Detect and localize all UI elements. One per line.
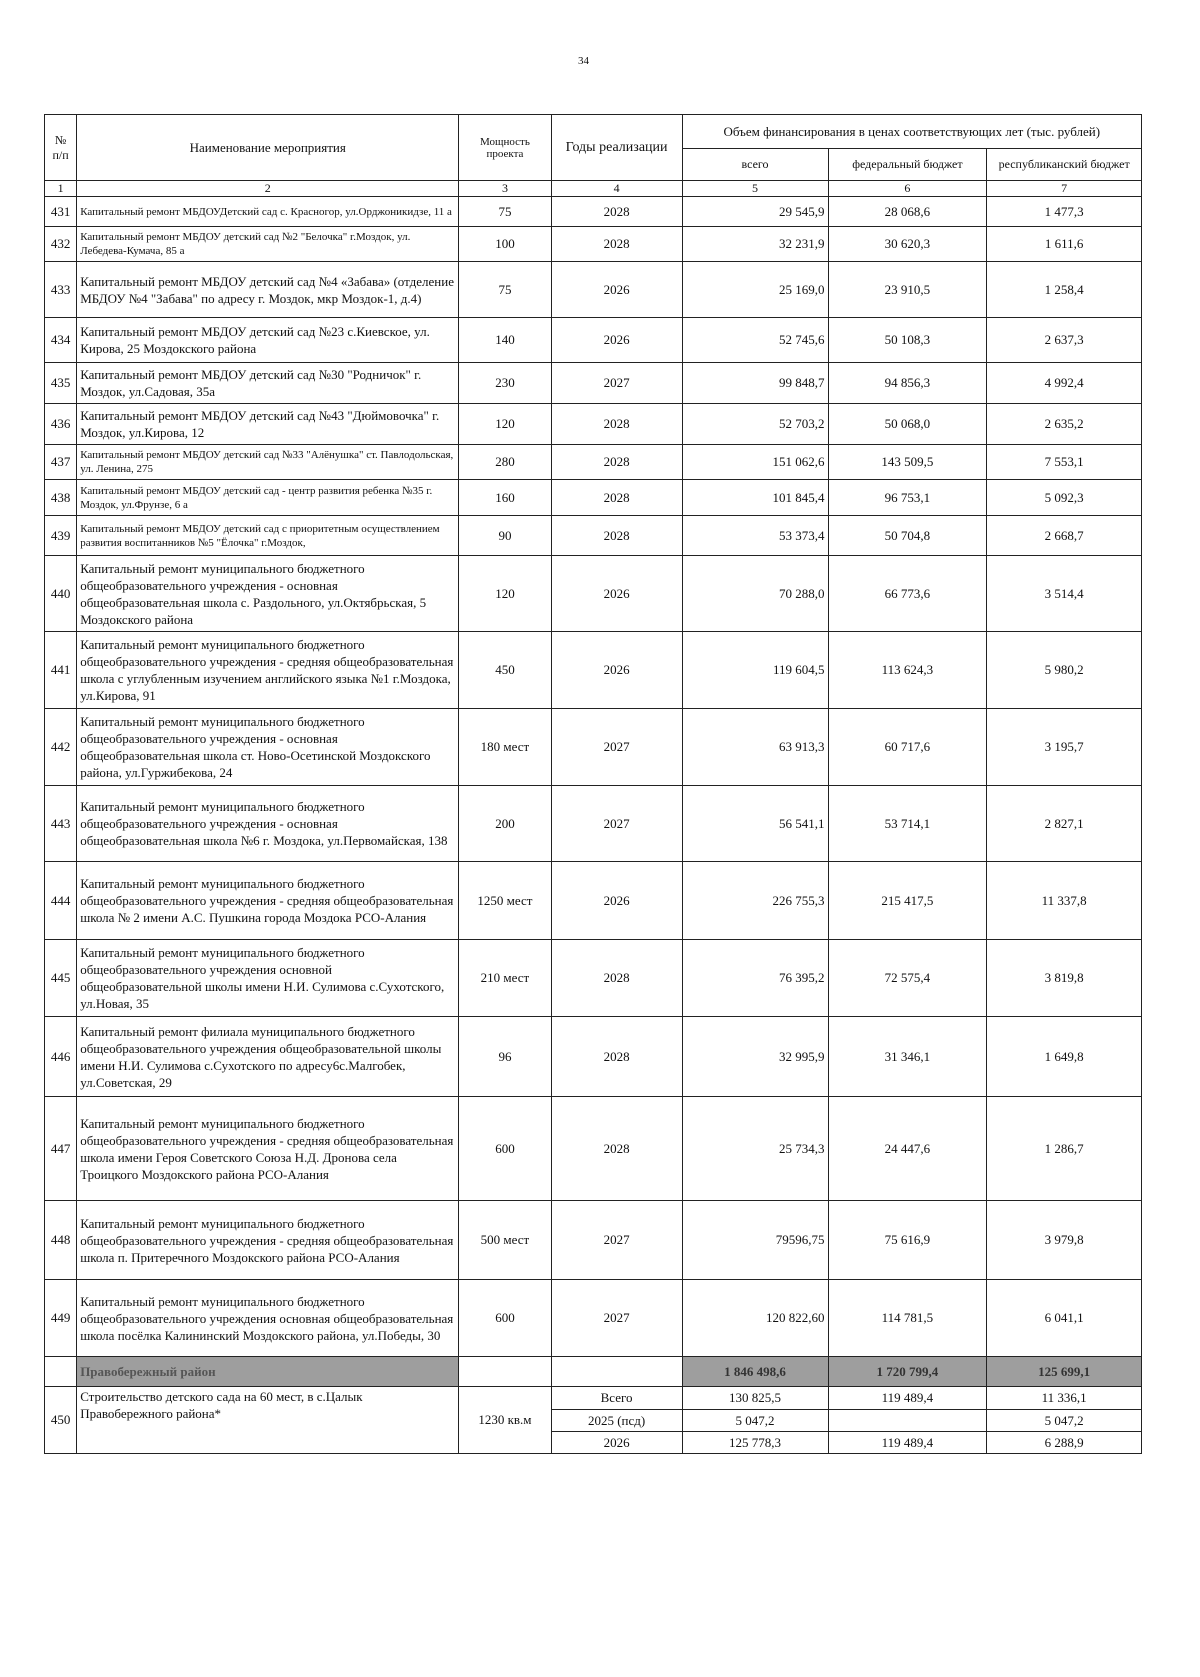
row-federal: 31 346,1 [828, 1017, 987, 1097]
row-capacity: 180 мест [459, 709, 551, 786]
row-republic: 6 041,1 [987, 1280, 1142, 1357]
row-republic: 11 336,1 [987, 1387, 1142, 1410]
table-row [45, 363, 1142, 404]
row-republic: 2 668,7 [987, 516, 1142, 556]
row-number: 448 [45, 1201, 77, 1280]
row-republic: 6 288,9 [987, 1432, 1142, 1454]
row-year: 2028 [551, 404, 682, 445]
row-republic: 3 195,7 [987, 709, 1142, 786]
row-year: 2026 [551, 1432, 682, 1454]
row-name: Капитальный ремонт МБДОУДетский сад с. Красногор, ул.Орджоникидзе, 11 а [77, 197, 459, 227]
header-republic: республиканский бюджет [987, 149, 1142, 181]
column-number: 2 [77, 181, 459, 197]
row-federal: 30 620,3 [828, 227, 987, 262]
row-federal: 215 417,5 [828, 862, 987, 940]
table-row [45, 318, 1142, 363]
row-capacity: 75 [459, 197, 551, 227]
row-total: 70 288,0 [682, 556, 828, 632]
table-row [45, 197, 1142, 227]
row-year: 2027 [551, 786, 682, 862]
row-name: Капитальный ремонт МБДОУ детский сад №43 "Дюймовочка" г. Моздок, ул.Кирова, 12 [77, 404, 459, 445]
row-name: Строительство детского сада на 60 мест, в с.Цалык Правобережного района* [77, 1387, 459, 1454]
row-number: 438 [45, 480, 77, 516]
row-federal: 143 509,5 [828, 445, 987, 480]
row-name: Капитальный ремонт МБДОУ детский сад №33 "Алёнушка" ст. Павлодольская, ул. Ленина, 275 [77, 445, 459, 480]
row-total: 52 745,6 [682, 318, 828, 363]
row-federal: 23 910,5 [828, 262, 987, 318]
row-total: 226 755,3 [682, 862, 828, 940]
header-name: Наименование мероприятия [77, 115, 459, 181]
column-number-row [45, 181, 1142, 197]
row-federal [828, 1410, 987, 1432]
row-year: 2028 [551, 940, 682, 1017]
row-name: Капитальный ремонт муниципального бюджетного общеобразовательного учреждения - основная общеобразовательная школа с. Раздольного, ул.Октябрьская, 5 Моздокского района [77, 556, 459, 632]
row-total: 29 545,9 [682, 197, 828, 227]
table-row [45, 1017, 1142, 1097]
row-republic: 7 553,1 [987, 445, 1142, 480]
row-federal: 119 489,4 [828, 1432, 987, 1454]
row-number: 442 [45, 709, 77, 786]
row-republic: 11 337,8 [987, 862, 1142, 940]
row-capacity: 160 [459, 480, 551, 516]
row-year: 2028 [551, 480, 682, 516]
row-total: 130 825,5 [682, 1387, 828, 1410]
row-total: 32 995,9 [682, 1017, 828, 1097]
row-capacity: 500 мест [459, 1201, 551, 1280]
row-federal: 119 489,4 [828, 1387, 987, 1410]
row-year: 2028 [551, 516, 682, 556]
row-total: 32 231,9 [682, 227, 828, 262]
row-federal: 114 781,5 [828, 1280, 987, 1357]
table-row [45, 227, 1142, 262]
row-name: Капитальный ремонт муниципального бюджетного общеобразовательного учреждения - средняя общеобразовательная школа № 2 имени А.С. Пушкина города Моздока РСО-Алания [77, 862, 459, 940]
row-capacity: 100 [459, 227, 551, 262]
row-republic: 3 819,8 [987, 940, 1142, 1017]
row-capacity: 600 [459, 1097, 551, 1201]
header-financing: Объем финансирования в ценах соответствующих лет (тыс. рублей) [682, 115, 1141, 149]
row-total: 125 778,3 [682, 1432, 828, 1454]
row-name: Капитальный ремонт МБДОУ детский сад - центр развития ребенка №35 г. Моздок, ул.Фрунзе, 6 а [77, 480, 459, 516]
table-row [45, 1201, 1142, 1280]
row-federal: 24 447,6 [828, 1097, 987, 1201]
row-total: 79596,75 [682, 1201, 828, 1280]
row-federal: 50 108,3 [828, 318, 987, 363]
row-federal: 72 575,4 [828, 940, 987, 1017]
row-total: 151 062,6 [682, 445, 828, 480]
header-years: Годы реализации [551, 115, 682, 181]
row-year: 2028 [551, 1097, 682, 1201]
column-number: 1 [45, 181, 77, 197]
row-number: 450 [45, 1387, 77, 1454]
row-total: 53 373,4 [682, 516, 828, 556]
row-number: 436 [45, 404, 77, 445]
table-row [45, 556, 1142, 632]
header-total: всего [682, 149, 828, 181]
row-republic: 1 258,4 [987, 262, 1142, 318]
row-year: 2028 [551, 445, 682, 480]
row-year: Всего [551, 1387, 682, 1410]
row-republic: 2 635,2 [987, 404, 1142, 445]
row-federal: 66 773,6 [828, 556, 987, 632]
row-capacity: 280 [459, 445, 551, 480]
row-year: 2026 [551, 632, 682, 709]
row-year: 2028 [551, 197, 682, 227]
row-federal: 94 856,3 [828, 363, 987, 404]
row-federal: 96 753,1 [828, 480, 987, 516]
row-capacity: 1230 кв.м [459, 1387, 551, 1454]
row-capacity: 120 [459, 556, 551, 632]
row-name: Капитальный ремонт МБДОУ детский сад №4 «Забава» (отделение МБДОУ №4 "Забава" по адресу г. Моздок, мкр Моздок-1, д.4) [77, 262, 459, 318]
row-name: Капитальный ремонт муниципального бюджетного общеобразовательного учреждения основная общеобразовательная школа посёлка Калининский Моздокского района, ул.Победы, 30 [77, 1280, 459, 1357]
financing-table [44, 114, 1142, 1454]
row-year: 2025 (псд) [551, 1410, 682, 1432]
column-number: 6 [828, 181, 987, 197]
table-row [45, 632, 1142, 709]
row-number: 449 [45, 1280, 77, 1357]
row-number: 437 [45, 445, 77, 480]
row-capacity: 96 [459, 1017, 551, 1097]
table-row [45, 480, 1142, 516]
row-total: 99 848,7 [682, 363, 828, 404]
row-republic: 3 979,8 [987, 1201, 1142, 1280]
row-capacity: 200 [459, 786, 551, 862]
row-total: 5 047,2 [682, 1410, 828, 1432]
table-row [45, 786, 1142, 862]
row-federal: 75 616,9 [828, 1201, 987, 1280]
table-row [45, 1280, 1142, 1357]
row-year: 2026 [551, 262, 682, 318]
table-row [45, 262, 1142, 318]
row-total: 76 395,2 [682, 940, 828, 1017]
row-total: 25 169,0 [682, 262, 828, 318]
district-empty-cell [551, 1357, 682, 1387]
district-number-cell [45, 1357, 77, 1387]
table-row [45, 862, 1142, 940]
table-row-450 [45, 1387, 1142, 1410]
column-number: 4 [551, 181, 682, 197]
row-total: 120 822,60 [682, 1280, 828, 1357]
row-number: 431 [45, 197, 77, 227]
row-number: 433 [45, 262, 77, 318]
row-capacity: 1250 мест [459, 862, 551, 940]
table-row [45, 709, 1142, 786]
row-capacity: 450 [459, 632, 551, 709]
row-name: Капитальный ремонт филиала муниципального бюджетного общеобразовательного учреждения общеобразовательной школы имени Н.И. Сулимова с.Сухотского по адресу6с.Малгобек, ул.Советская, 29 [77, 1017, 459, 1097]
row-total: 56 541,1 [682, 786, 828, 862]
row-federal: 50 704,8 [828, 516, 987, 556]
row-federal: 60 717,6 [828, 709, 987, 786]
page-number: 34 [578, 55, 589, 67]
district-name: Правобережный район [77, 1357, 459, 1387]
column-number: 5 [682, 181, 828, 197]
row-name: Капитальный ремонт МБДОУ детский сад №30 "Родничок" г. Моздок, ул.Садовая, 35а [77, 363, 459, 404]
header-capacity: Мощность проекта [459, 115, 551, 181]
row-total: 101 845,4 [682, 480, 828, 516]
district-republic: 125 699,1 [987, 1357, 1142, 1387]
row-number: 444 [45, 862, 77, 940]
row-year: 2027 [551, 709, 682, 786]
row-year: 2026 [551, 318, 682, 363]
row-number: 435 [45, 363, 77, 404]
row-total: 52 703,2 [682, 404, 828, 445]
row-federal: 28 068,6 [828, 197, 987, 227]
row-capacity: 140 [459, 318, 551, 363]
table-row [45, 940, 1142, 1017]
row-number: 441 [45, 632, 77, 709]
column-number: 3 [459, 181, 551, 197]
row-capacity: 120 [459, 404, 551, 445]
header-federal: федеральный бюджет [828, 149, 987, 181]
row-name: Капитальный ремонт МБДОУ детский сад №2 "Белочка" г.Моздок, ул. Лебедева-Кумача, 85 а [77, 227, 459, 262]
table-row [45, 445, 1142, 480]
column-number: 7 [987, 181, 1142, 197]
row-capacity: 600 [459, 1280, 551, 1357]
row-name: Капитальный ремонт МБДОУ детский сад №23 с.Киевское, ул. Кирова, 25 Моздокского района [77, 318, 459, 363]
row-capacity: 210 мест [459, 940, 551, 1017]
row-number: 434 [45, 318, 77, 363]
row-name: Капитальный ремонт МБДОУ детский сад с приоритетным осуществлением развития воспитанников №5 "Ёлочка" г.Моздок, [77, 516, 459, 556]
row-federal: 113 624,3 [828, 632, 987, 709]
district-row [45, 1357, 1142, 1387]
row-name: Капитальный ремонт муниципального бюджетного общеобразовательного учреждения - средняя общеобразовательная школа с углубленным изучением английского языка №1 г.Моздока, ул.Кирова, 91 [77, 632, 459, 709]
row-year: 2027 [551, 363, 682, 404]
table-row [45, 404, 1142, 445]
row-number: 432 [45, 227, 77, 262]
district-federal: 1 720 799,4 [828, 1357, 987, 1387]
row-republic: 3 514,4 [987, 556, 1142, 632]
row-number: 443 [45, 786, 77, 862]
row-republic: 2 827,1 [987, 786, 1142, 862]
row-name: Капитальный ремонт муниципального бюджетного общеобразовательного учреждения - основная общеобразовательная школа №6 г. Моздока, ул.Первомайская, 138 [77, 786, 459, 862]
row-year: 2027 [551, 1201, 682, 1280]
row-name: Капитальный ремонт муниципального бюджетного общеобразовательного учреждения основной общеобразовательной школы имени Н.И. Сулимова с.Сухотского, ул.Новая, 35 [77, 940, 459, 1017]
row-federal: 53 714,1 [828, 786, 987, 862]
header-number: № п/п [45, 115, 77, 181]
row-republic: 1 649,8 [987, 1017, 1142, 1097]
row-republic: 5 980,2 [987, 632, 1142, 709]
row-republic: 5 047,2 [987, 1410, 1142, 1432]
row-republic: 1 286,7 [987, 1097, 1142, 1201]
row-name: Капитальный ремонт муниципального бюджетного общеобразовательного учреждения - основная общеобразовательная школа ст. Ново-Осетинской Моздокского района, ул.Гуржибекова, 24 [77, 709, 459, 786]
row-capacity: 75 [459, 262, 551, 318]
row-republic: 2 637,3 [987, 318, 1142, 363]
row-year: 2028 [551, 227, 682, 262]
row-name: Капитальный ремонт муниципального бюджетного общеобразовательного учреждения - средняя общеобразовательная школа имени Героя Советского Союза Н.Д. Дронова села Троицкого Моздокского района РСО-Алания [77, 1097, 459, 1201]
row-republic: 4 992,4 [987, 363, 1142, 404]
district-empty-cell [459, 1357, 551, 1387]
row-number: 447 [45, 1097, 77, 1201]
row-total: 119 604,5 [682, 632, 828, 709]
row-republic: 5 092,3 [987, 480, 1142, 516]
district-total: 1 846 498,6 [682, 1357, 828, 1387]
row-republic: 1 477,3 [987, 197, 1142, 227]
row-year: 2026 [551, 862, 682, 940]
row-federal: 50 068,0 [828, 404, 987, 445]
row-republic: 1 611,6 [987, 227, 1142, 262]
table-row [45, 1097, 1142, 1201]
table-row [45, 516, 1142, 556]
row-number: 440 [45, 556, 77, 632]
row-number: 445 [45, 940, 77, 1017]
row-name: Капитальный ремонт муниципального бюджетного общеобразовательного учреждения - средняя общеобразовательная школа п. Притеречного Моздокского района РСО-Алания [77, 1201, 459, 1280]
row-capacity: 90 [459, 516, 551, 556]
row-year: 2027 [551, 1280, 682, 1357]
row-year: 2026 [551, 556, 682, 632]
row-number: 446 [45, 1017, 77, 1097]
row-number: 439 [45, 516, 77, 556]
row-total: 63 913,3 [682, 709, 828, 786]
row-total: 25 734,3 [682, 1097, 828, 1201]
row-capacity: 230 [459, 363, 551, 404]
row-year: 2028 [551, 1017, 682, 1097]
